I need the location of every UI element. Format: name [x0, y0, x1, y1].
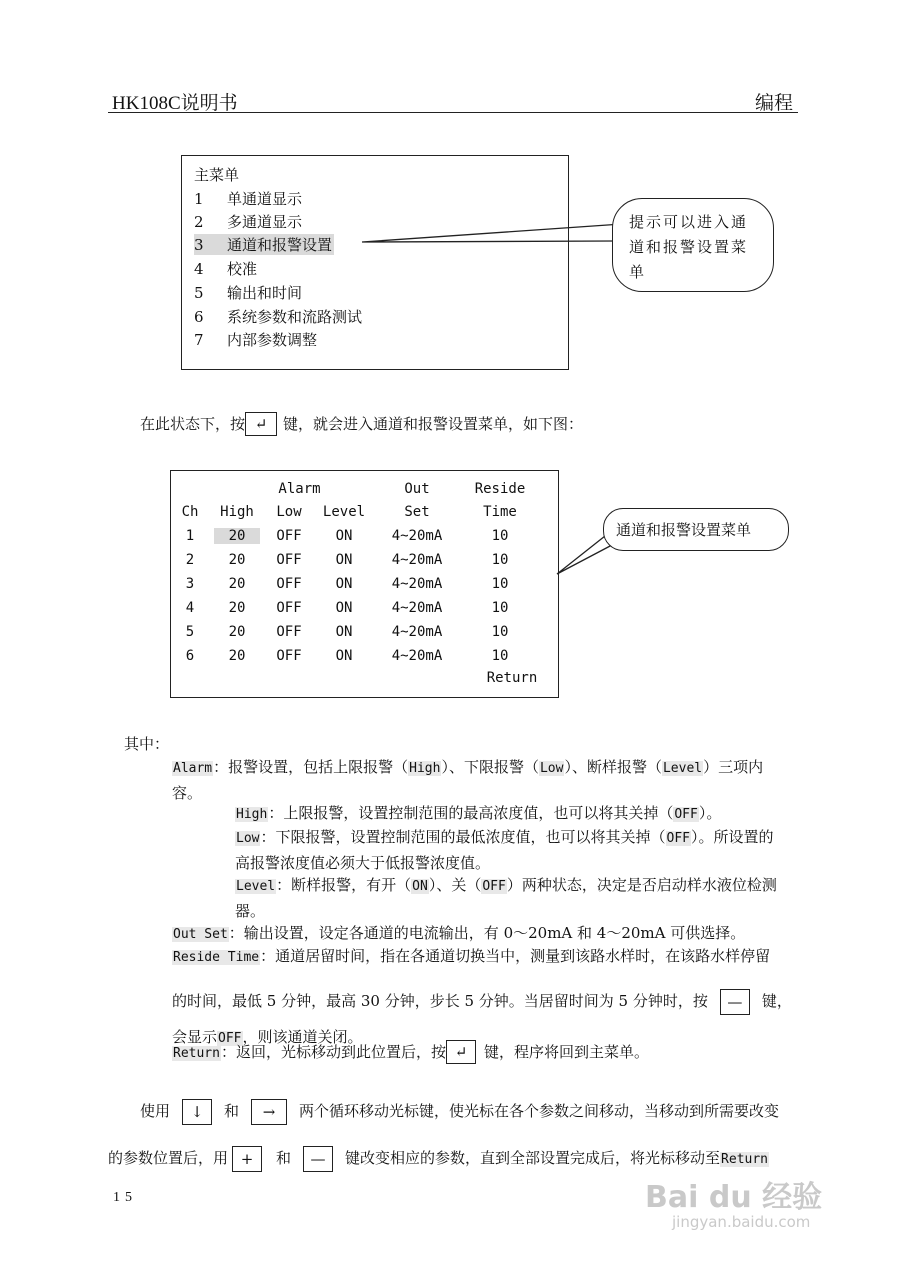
return-term: Return: [173, 1046, 220, 1061]
minus-key-icon: —: [720, 989, 750, 1015]
table-cell-level: ON: [335, 528, 353, 544]
table-cell-time: 10: [491, 552, 509, 568]
menu-item-7: 7 内部参数调整: [194, 331, 318, 349]
outset-description: Out Set：输出设置，设定各通道的电流输出，有 0～20mA 和 4～20mA 可供选择。: [173, 924, 746, 942]
col-header-set: Set: [404, 504, 430, 520]
enter-key-icon-2: ↵: [446, 1040, 476, 1064]
high-description: High：上限报警，设置控制范围的最高浓度值，也可以将其关掉（OFF）。: [236, 804, 722, 822]
table-cell-set: 4~20mA: [391, 624, 443, 640]
table-cell-set: 4~20mA: [391, 576, 443, 592]
table-cell-time: 10: [491, 600, 509, 616]
table-cell-time: 10: [491, 528, 509, 544]
table-cell-level: ON: [335, 648, 353, 664]
table-cell-ch: 2: [185, 552, 195, 568]
table-cell-high: 20: [228, 624, 246, 640]
outset-term: Out Set: [173, 927, 228, 942]
table-cell-level: ON: [335, 576, 353, 592]
table-cell-ch: 6: [185, 648, 195, 664]
main-menu-title: 主菜单: [194, 166, 240, 184]
menu-item-2: 2 多通道显示: [194, 213, 303, 231]
table-cell-set: 4~20mA: [391, 600, 443, 616]
usage-line-1: 使用 ↓ 和 → 两个循环移动光标键，使光标在各个参数之间移动，当移动到所需要改变: [140, 1097, 810, 1125]
right-arrow-key-icon: →: [251, 1099, 287, 1125]
table-cell-set: 4~20mA: [391, 648, 443, 664]
col-header-ch: Ch: [181, 504, 199, 520]
low-description: Low：下限报警，设置控制范围的最低浓度值，也可以将其关掉（OFF）。所设置的 高报警浓度值必须大于低报警浓度值。: [235, 828, 774, 872]
plus-key-icon: +: [232, 1146, 262, 1172]
table-cell-set: 4~20mA: [391, 528, 443, 544]
table-cell-time: 10: [491, 576, 509, 592]
table-cell-low: OFF: [276, 576, 302, 592]
table-cell-ch: 5: [185, 624, 195, 640]
menu-item-5: 5 输出和时间: [194, 284, 303, 302]
col-header-high: High: [220, 504, 254, 520]
explanation-intro: 其中：: [124, 735, 170, 753]
table-cell-low: OFF: [276, 624, 302, 640]
table-cell-high: 20: [228, 576, 246, 592]
table-cell-low: OFF: [276, 528, 302, 544]
enter-key-icon: ↵: [245, 412, 277, 436]
table-cell-low: OFF: [276, 552, 302, 568]
table-cell-time: 10: [491, 624, 509, 640]
menu-item-1: 1 单通道显示: [194, 190, 303, 208]
col-header-level: Level: [322, 504, 366, 520]
table-cell-high-cursor: 20: [214, 528, 260, 544]
menu-hint-text: 提示可以进入通 道和报警设置菜 单: [629, 213, 749, 281]
usage-line-2: 的参数位置后，用 + 和 — 键改变相应的参数，直到全部设置完成后，将光标移动至Return: [108, 1144, 808, 1174]
table-hint-text: 通道和报警设置菜单: [616, 521, 752, 539]
table-cell-high: 20: [228, 648, 246, 664]
reside-term: Reside Time: [173, 950, 260, 965]
table-cell-low: OFF: [276, 600, 302, 616]
page-number: 15: [113, 1190, 137, 1205]
out-group-header: Out: [404, 481, 430, 497]
table-cell-ch: 4: [185, 600, 195, 616]
document-title: HK108C说明书: [112, 93, 238, 114]
menu-item-4: 4 校准: [194, 260, 258, 278]
reside-description: Reside Time：通道居留时间，指在各通道切换当中，测量到该路水样时，在该路水样停留 的时间，最低 5 分钟，最高 30 分钟，步长 5 分钟。当居留时间为 5 分钟时，按 — 键， 会显示OFF，则该通道关闭。: [172, 947, 792, 1046]
table-cell-ch: 3: [185, 576, 195, 592]
baidu-watermark-url: jingyan.baidu.com: [672, 1213, 811, 1231]
minus-key-icon-2: —: [303, 1146, 333, 1172]
table-cell-level: ON: [335, 600, 353, 616]
table-cell-level: ON: [335, 624, 353, 640]
table-cell-high: 20: [228, 552, 246, 568]
alarm-description: Alarm：报警设置，包括上限报警（High）、下限报警（Low）、断样报警（Level）三项内 容。: [172, 758, 764, 802]
level-term: Level: [236, 879, 276, 894]
alarm-term: Alarm: [173, 761, 213, 776]
baidu-watermark-logo: Bai du 经验: [645, 1180, 823, 1215]
instruction-enter: 在此状态下，按 ↵ 键，就会进入通道和报警设置菜单，如下图：: [140, 412, 583, 436]
down-arrow-key-icon: ↓: [182, 1099, 212, 1125]
table-cell-time: 10: [491, 648, 509, 664]
table-cell-set: 4~20mA: [391, 552, 443, 568]
table-cell-ch: 1: [185, 528, 195, 544]
return-item: Return: [486, 670, 538, 686]
low-term: Low: [236, 831, 260, 846]
menu-item-3-highlighted: 3 通道和报警设置: [194, 236, 333, 254]
col-header-low: Low: [276, 504, 302, 520]
alarm-group-header: Alarm: [278, 481, 321, 497]
col-header-time: Time: [483, 504, 517, 520]
high-term: High: [236, 807, 268, 822]
table-cell-low: OFF: [276, 648, 302, 664]
reside-group-header: Reside: [474, 481, 526, 497]
menu-item-6: 6 系统参数和流路测试: [194, 308, 363, 326]
level-description: Level：断样报警，有开（ON）、关（OFF）两种状态，决定是否启动样水液位检测 器。: [235, 876, 777, 920]
return-description: Return：返回，光标移动到此位置后，按 ↵ 键，程序将回到主菜单。: [172, 1040, 812, 1064]
table-cell-high: 20: [228, 600, 246, 616]
table-cell-level: ON: [335, 552, 353, 568]
section-label: 编程: [755, 92, 794, 114]
